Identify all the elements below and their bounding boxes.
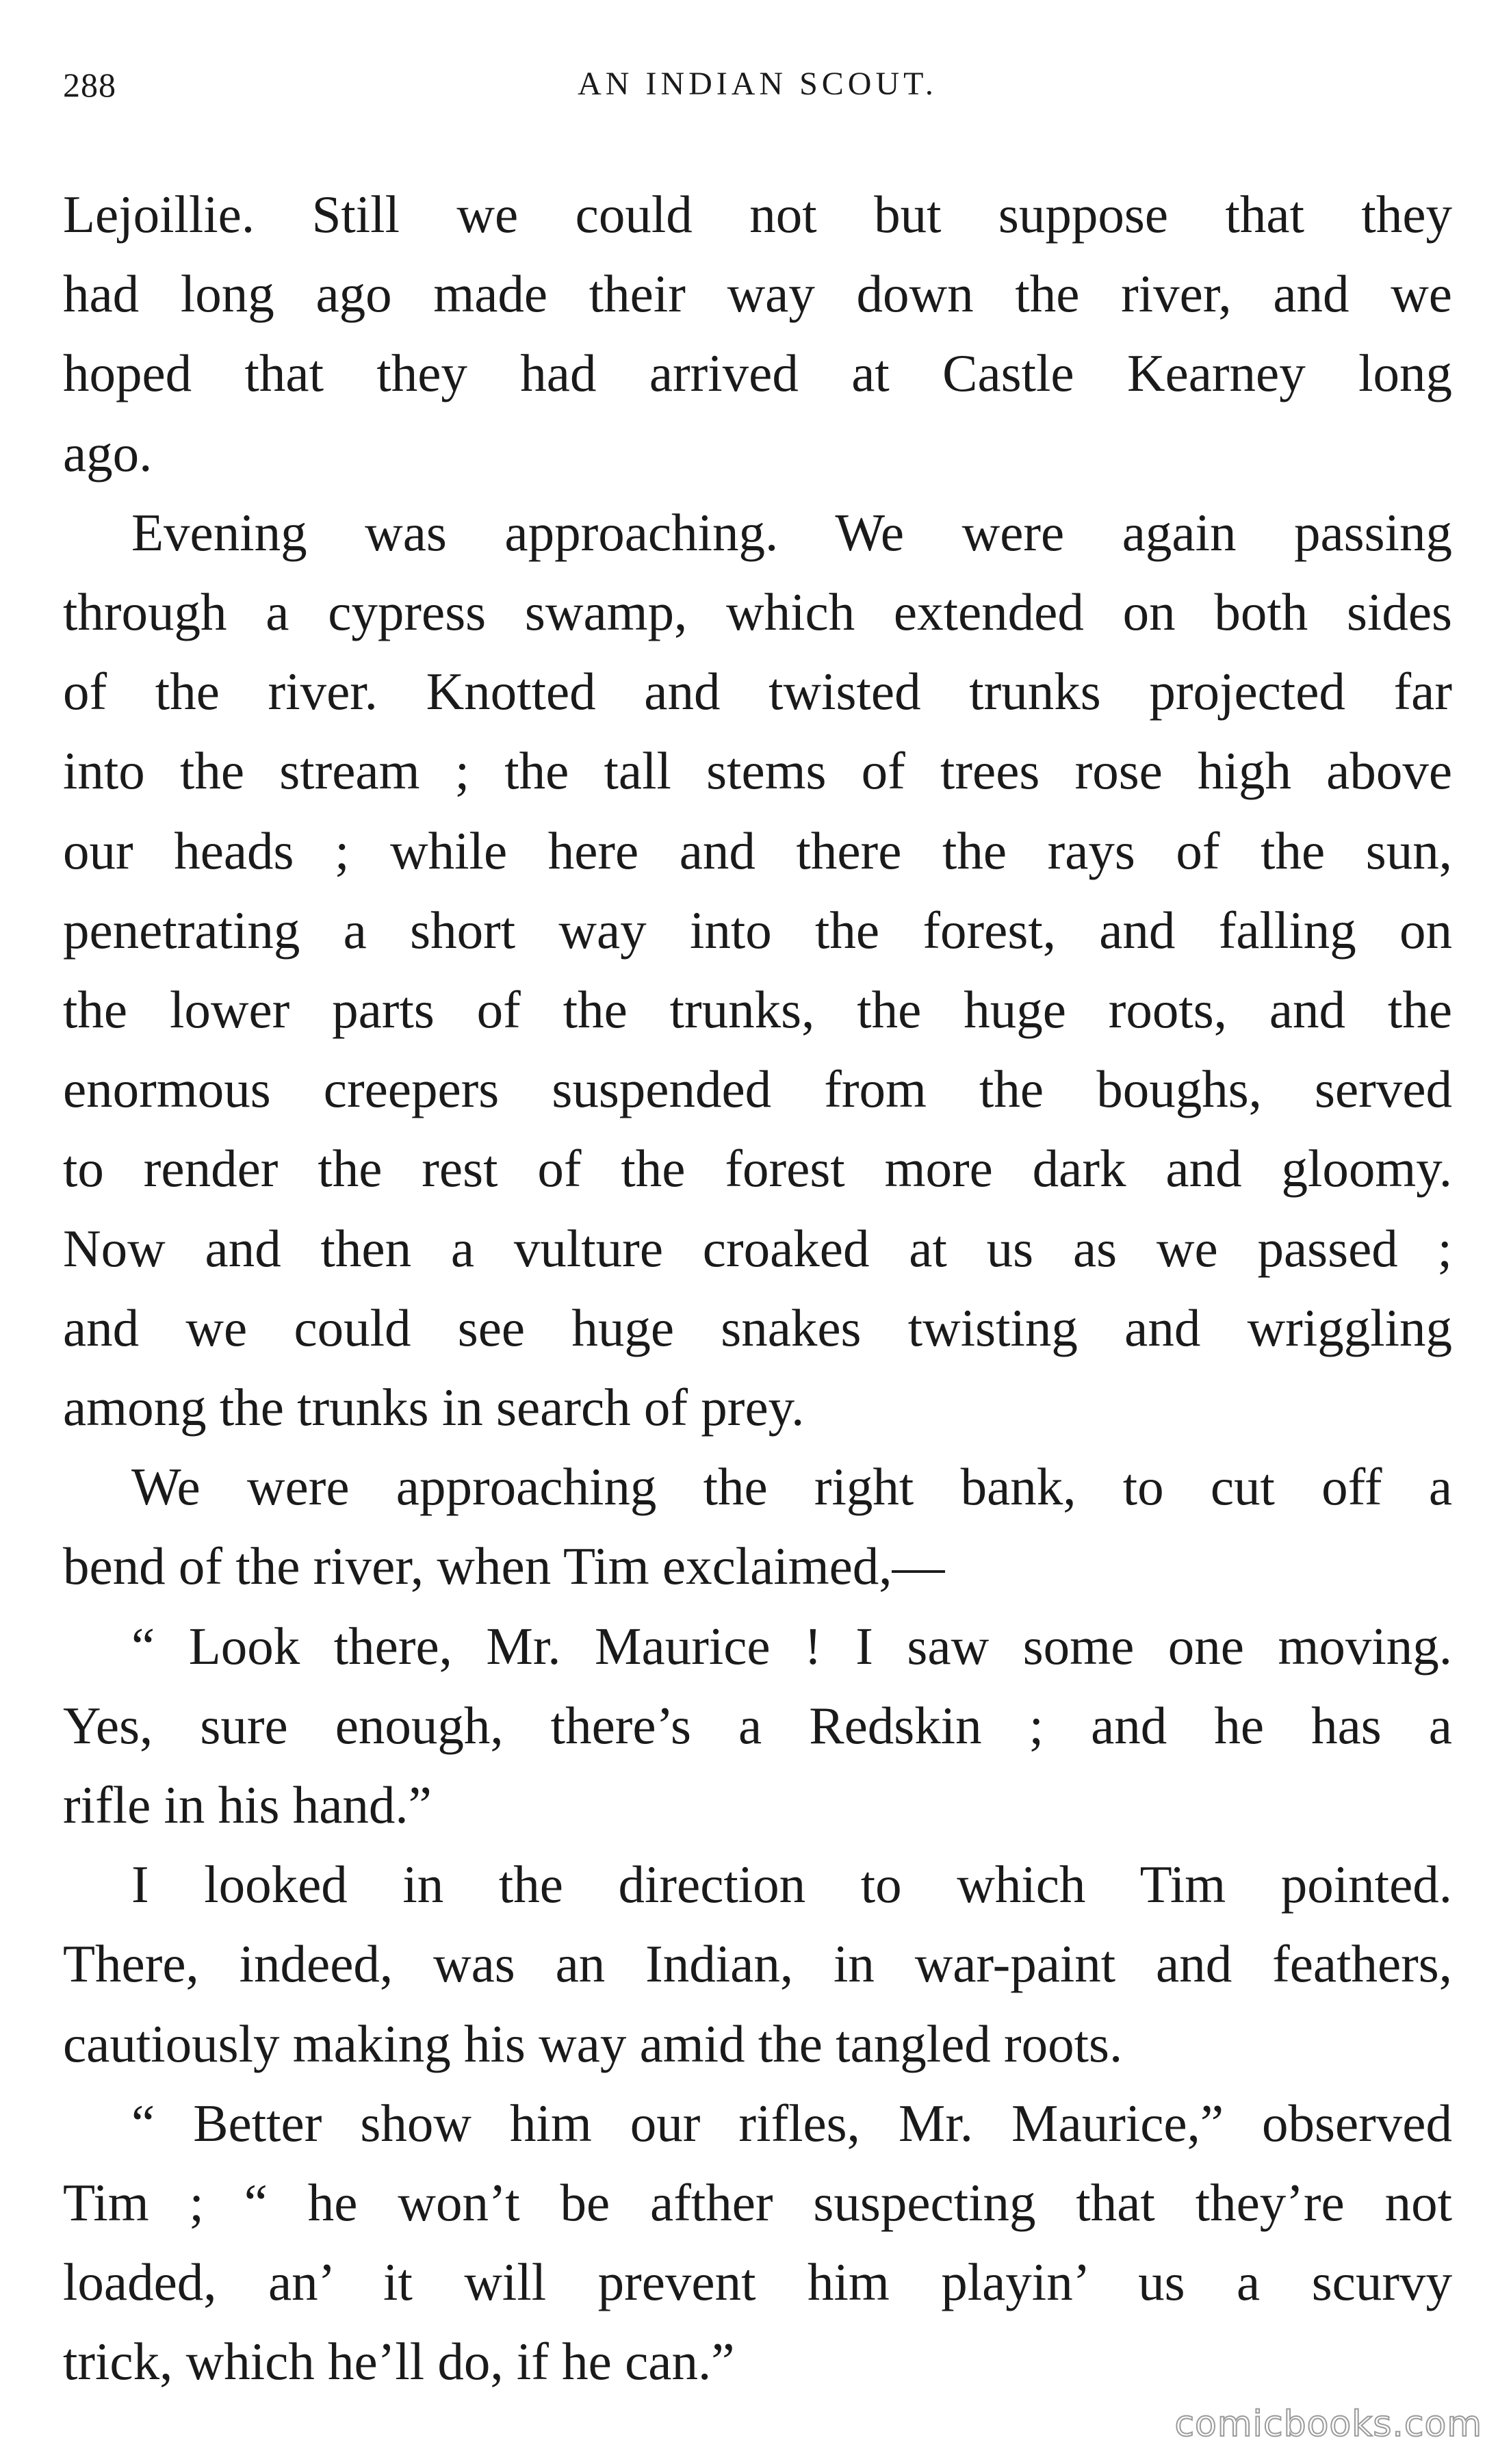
watermark: comicbooks.com [1174,2404,1482,2445]
paragraph-1 [63,175,1452,493]
text-line: penetrating a short way into the forest, and falling on [63,900,1452,960]
text-line: through a cypress swamp, which extended on both sides [63,582,1452,642]
text-line: Lejoillie. Still we could not but suppose that they [63,185,1452,244]
text-line: our heads ; while here and there the rays of the sun, [63,821,1452,880]
page-number: 288 [63,66,116,104]
page-header [63,65,1452,113]
text-line: to render the rest of the forest more dark and gloomy. [63,1139,1452,1198]
text-line: and we could see huge snakes twisting and wriggling [63,1298,1452,1357]
paragraph-2 [63,493,1452,1447]
text-line: I looked in the direction to which Tim pointed. [131,1855,1452,1914]
text-line: “ Better show him our rifles, Mr. Maurice,” observed [131,2093,1452,2153]
text-line: of the river. Knotted and twisted trunks projected far [63,662,1452,721]
text-line: trick, which he’ll do, if he can.” [63,2332,735,2391]
text-line: had long ago made their way down the river, and we [63,264,1452,324]
text-line: hoped that they had arrived at Castle Kearney long [63,344,1452,403]
text-line: among the trunks in search of prey. [63,1378,805,1437]
text-line: We were approaching the right bank, to cut off a [131,1457,1452,1517]
text-line: Now and then a vulture croaked at us as we passed ; [63,1218,1452,1278]
text-line: cautiously making his way amid the tangled roots. [63,2014,1123,2073]
paragraph-5 [63,1845,1452,2083]
text-line: the lower parts of the trunks, the huge roots, and the [63,980,1452,1040]
text-line: loaded, an’ it will prevent him playin’ us a scurvy [63,2253,1452,2312]
text-line: Yes, sure enough, there’s a Redskin ; and he has a [63,1695,1452,1755]
text-line: enormous creepers suspended from the boughs, served [63,1060,1452,1119]
text-line: rifle in his hand.” [63,1775,432,1835]
text-line: ago. [63,423,153,483]
text-line: Evening was approaching. We were again passing [131,502,1452,562]
text-line: Tim ; “ he won’t be afther suspecting that they’re not [63,2173,1452,2233]
text-line: into the stream ; the tall stems of trees rose high above [63,741,1452,801]
text-line: “ Look there, Mr. Maurice ! I saw some one moving. [131,1616,1452,1676]
text-line: There, indeed, was an Indian, in war-paint and feathers, [63,1934,1452,1994]
paragraph-3 [63,1447,1452,1606]
paragraph-6 [63,2083,1452,2402]
text-line: bend of the river, when Tim exclaimed,— [63,1537,945,1596]
running-title: AN INDIAN SCOUT. [578,66,938,102]
body-text [63,175,1452,2402]
paragraph-4 [63,1606,1452,1845]
